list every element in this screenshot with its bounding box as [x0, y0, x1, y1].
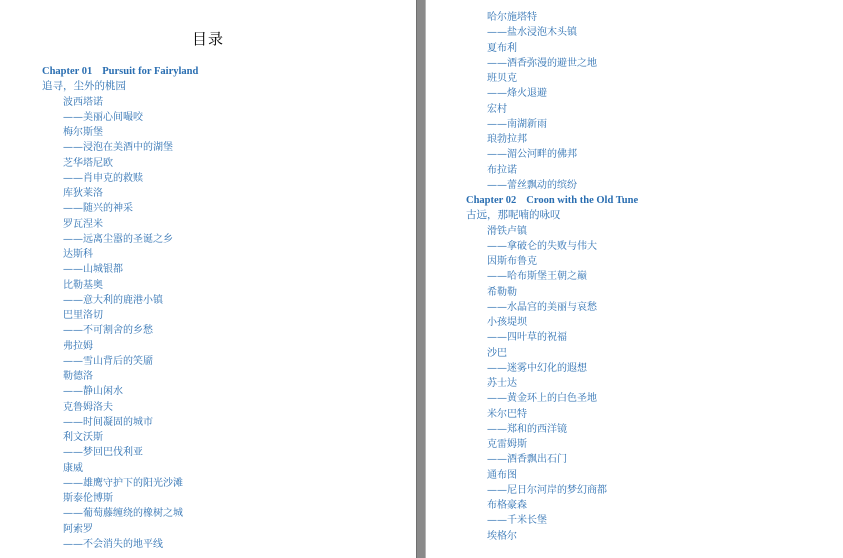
right-page	[426, 0, 843, 558]
toc-place-entry: 梅尔斯堡	[63, 127, 103, 138]
toc-place-description: ——拿破仑的失败与伟大	[487, 240, 597, 252]
toc-place-entry: 宏村	[487, 103, 507, 115]
toc-place-description: ——静山闲水	[63, 386, 123, 398]
toc-place-entry: 库狄莱洛	[63, 188, 103, 199]
toc-place-entry: 沙巴	[487, 347, 507, 359]
toc-place-description: ——南湖新雨	[487, 118, 547, 130]
toc-place-entry: 勒德洛	[63, 371, 93, 382]
toc-place-description: ——雄鹰守护下的阳光沙滩	[63, 477, 183, 489]
toc-place-description: ——浸泡在美酒中的湖堡	[63, 142, 173, 154]
page-divider	[416, 0, 426, 558]
toc-place-description: ——梦回巴伐利亚	[63, 447, 143, 459]
toc-place-description: ——远离尘嚣的圣诞之乡	[63, 233, 173, 245]
toc-place-entry: 埃格尔	[487, 530, 517, 542]
toc-place-description: ——迷雾中幻化的遐想	[487, 362, 587, 374]
toc-place-description: ——雪山背后的笑靥	[63, 355, 153, 367]
toc-list-right	[466, 10, 638, 544]
toc-place-description: ——水晶宫的美丽与哀愁	[487, 301, 597, 313]
chapter-title: Pursuit for Fairyland	[102, 66, 199, 77]
toc-place-entry: 苏士达	[487, 378, 517, 389]
toc-place-description: ——郑和的西洋镜	[487, 423, 567, 435]
toc-place-entry: 米尔巴特	[487, 408, 527, 420]
chapter-subtitle: 古远，那呢喃的咏叹	[466, 209, 561, 222]
toc-place-entry: 康威	[63, 462, 83, 474]
toc-place-description: ——哈布斯堡王朝之巅	[487, 271, 587, 283]
toc-place-description: ——千米长堡	[487, 515, 547, 527]
toc-place-entry: 琅勃拉邦	[487, 134, 527, 145]
chapter-number: Chapter 01	[42, 66, 93, 77]
toc-place-entry: 芝华塔尼欧	[63, 157, 113, 169]
toc-place-description: ——美丽心间嘬咬	[63, 111, 143, 123]
toc-place-entry: 布格豪森	[487, 500, 527, 511]
toc-place-description: ——四叶草的祝福	[487, 332, 567, 344]
toc-place-description: ——酒香弥漫的避世之地	[487, 57, 597, 69]
toc-place-entry: 弗拉姆	[63, 340, 93, 352]
toc-place-entry: 比勒基奥	[63, 279, 103, 291]
toc-place-entry: 班贝克	[487, 73, 517, 84]
toc-place-entry: 克雷姆斯	[487, 439, 527, 450]
toc-place-description: ——湄公河畔的佛邦	[487, 149, 577, 161]
chapter-number: Chapter 02	[466, 195, 517, 206]
left-page	[0, 0, 416, 558]
toc-place-entry: 罗瓦涅米	[63, 218, 103, 230]
toc-place-description: ——不可割舍的乡愁	[63, 325, 153, 337]
toc-place-entry: 波西塔诺	[63, 96, 103, 108]
toc-place-description: ——盐水浸泡木头镇	[487, 27, 577, 39]
toc-place-description: ——不会消失的地平线	[63, 538, 163, 550]
toc-place-description: ——随兴的神采	[63, 203, 133, 215]
toc-place-description: ——时间凝固的城市	[63, 416, 153, 428]
toc-place-entry: 夏布利	[487, 42, 517, 54]
toc-place-description: ——蕾丝飘动的缤纷	[487, 179, 577, 191]
toc-place-entry: 布拉诺	[487, 164, 517, 176]
chapter-heading	[466, 193, 638, 208]
toc-place-entry: 利文沃斯	[63, 432, 103, 443]
toc-place-entry: 阿索罗	[63, 523, 93, 535]
chapter-heading	[42, 64, 198, 79]
toc-place-description: ——烽火退避	[487, 88, 547, 100]
toc-place-description: ——酒香飘出石门	[487, 454, 567, 466]
chapter-title: Croon with the Old Tune	[526, 195, 639, 206]
toc-title: 目录	[191, 30, 224, 48]
toc-place-entry: 通布图	[487, 469, 517, 481]
toc-place-entry: 哈尔施塔特	[487, 12, 537, 23]
toc-place-description: ——肖申克的救赎	[63, 172, 143, 184]
chapter-subtitle: 追寻，尘外的桃园	[42, 80, 126, 93]
toc-place-entry: 克鲁姆洛夫	[63, 401, 113, 413]
toc-place-entry: 滑铁卢镇	[487, 225, 527, 237]
toc-place-entry: 达斯科	[63, 249, 93, 260]
toc-place-entry: 小孩堤坝	[487, 317, 527, 328]
toc-place-description: ——尼日尔河岸的梦幻商都	[487, 484, 607, 496]
toc-place-description: ——黄金环上的白色圣地	[487, 393, 597, 405]
toc-place-description: ——意大利的鹿港小镇	[63, 294, 163, 306]
toc-place-entry: 斯泰伦博斯	[63, 493, 113, 504]
toc-place-description: ——葡萄藤缠绕的橡树之城	[63, 508, 183, 520]
toc-place-entry: 因斯布鲁克	[487, 256, 537, 267]
toc-list-left	[42, 64, 198, 552]
toc-place-entry: 希勒勒	[487, 286, 517, 298]
toc-place-description: ——山城银都	[63, 264, 123, 276]
toc-place-entry: 巴里洛切	[63, 310, 103, 321]
